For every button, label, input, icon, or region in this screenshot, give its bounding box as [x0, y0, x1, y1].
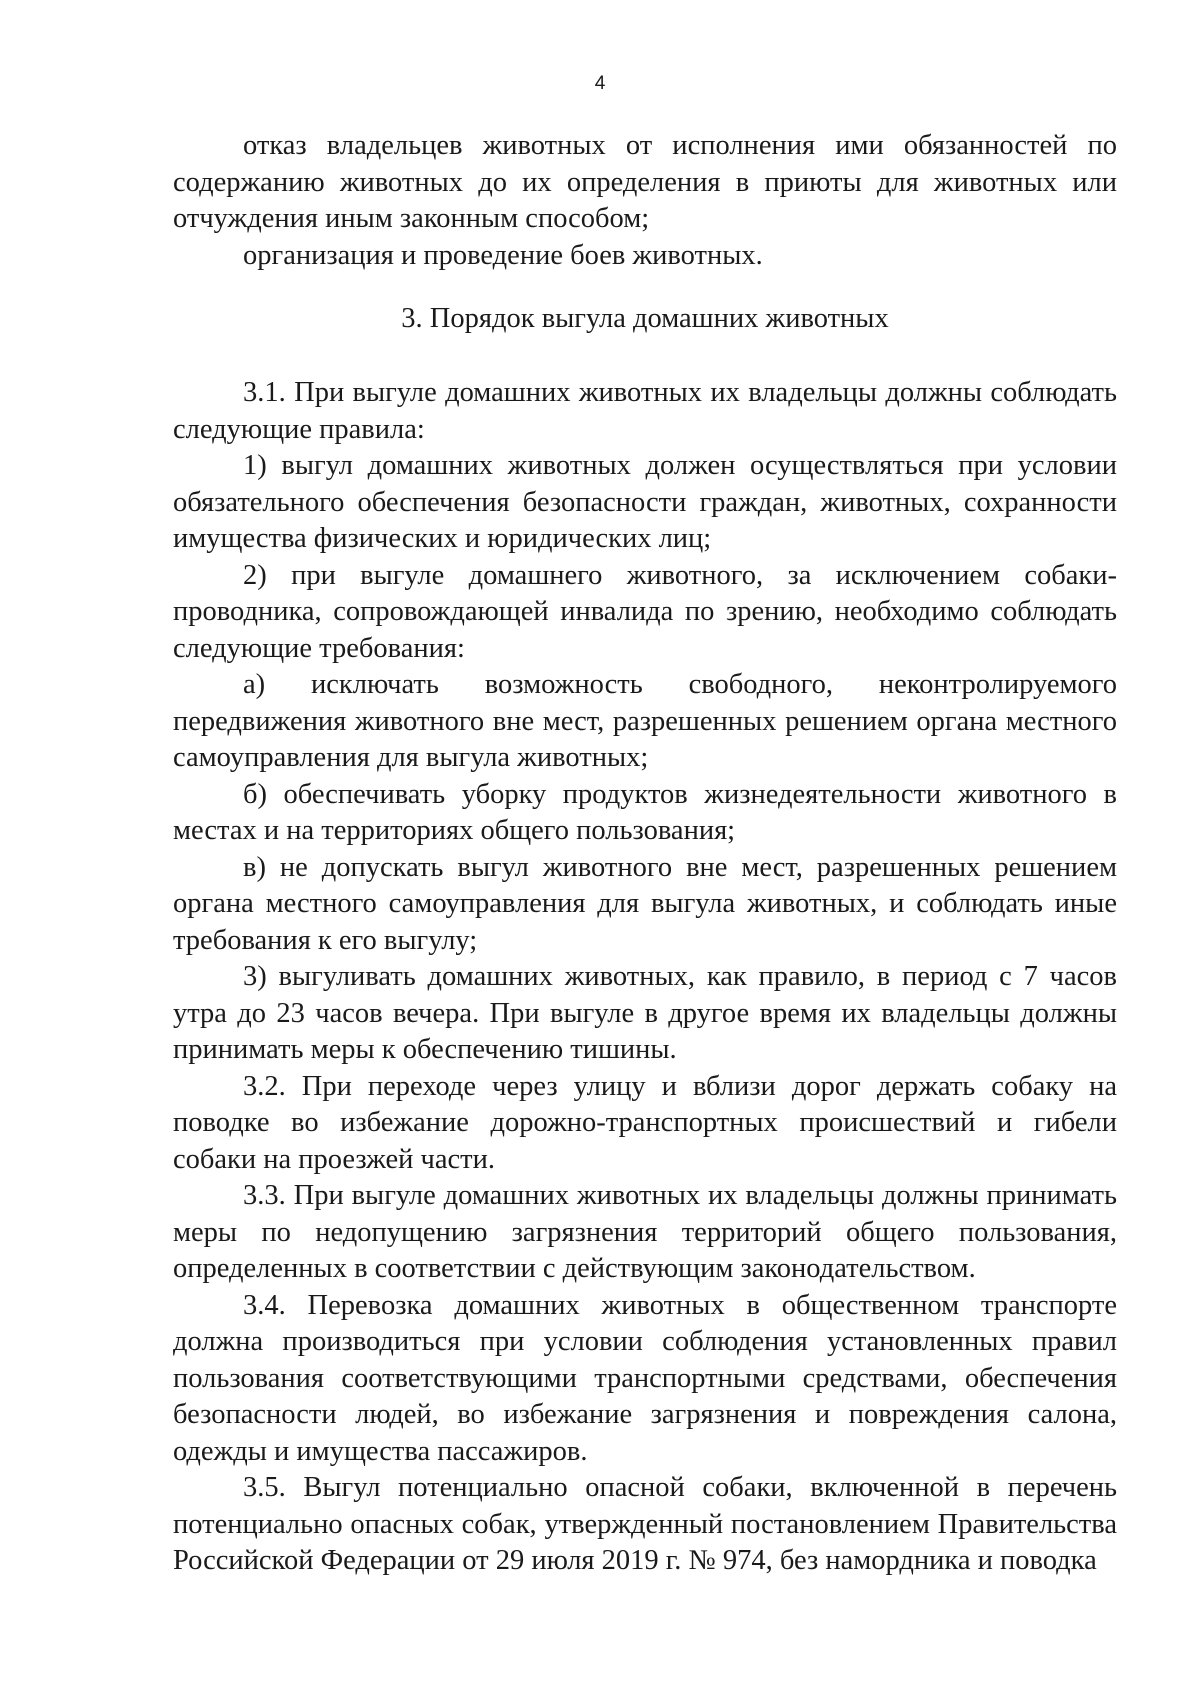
paragraph-rule-2a: а) исключать возможность свободного, неконтролируемого передвижения животного вне мест, разрешенных решением органа местного самоуправления для выгула животных; — [173, 669, 1117, 773]
paragraph-rule-1: 1) выгул домашних животных должен осуществляться при условии обязательного обеспечения безопасности граждан, животных, сохранности имущества физических и юридических лиц; — [173, 450, 1117, 554]
paragraph-3-5: 3.5. Выгул потенциально опасной собаки, включенной в перечень потенциально опасных собак, утвержденный постановлением Правительства Российской Федерации от 29 июля 2019 г. № 974, без намордника и поводка — [173, 1472, 1117, 1576]
paragraph-rule-3: 3) выгуливать домашних животных, как правило, в период с 7 часов утра до 23 часов вечера. При выгуле в другое время их владельцы должны принимать меры к обеспечению тишины. — [173, 961, 1117, 1065]
paragraph-3-1: 3.1. При выгуле домашних животных их владельцы должны соблюдать следующие правила: — [173, 377, 1117, 445]
document-body — [173, 128, 1117, 1580]
paragraph-rule-2v: в) не допускать выгул животного вне мест, разрешенных решением органа местного самоуправления для выгула животных, и соблюдать иные требования к его выгулу; — [173, 851, 1117, 956]
paragraph-3-4: 3.4. Перевозка домашних животных в общественном транспорте должна производиться при условии соблюдения установленных правил пользования соответствующими транспортными средствами, обеспечения безопасности людей, во избежание загрязнения и повреждения салона, одежды и имущества пассажиров. — [173, 1289, 1117, 1467]
paragraph-3-3: 3.3. При выгуле домашних животных их владельцы должны принимать меры по недопущению загрязнения территорий общего пользования, определенных в соответствии с действующим законодательством. — [173, 1180, 1117, 1284]
paragraph-3-2: 3.2. При переходе через улицу и вблизи дорог держать собаку на поводке во избежание дорожно-транспортных происшествий и гибели собаки на проезжей части. — [173, 1070, 1117, 1175]
paragraph-rule-2b: б) обеспечивать уборку продуктов жизнедеятельности животного в местах и на территориях общего пользования; — [173, 778, 1117, 846]
paragraph-owner-refusal: отказ владельцев животных от исполнения ими обязанностей по содержанию животных до их определения в приюты для животных или отчуждения иным законным способом; — [173, 130, 1117, 234]
section-heading: 3. Порядок выгула домашних животных — [401, 303, 889, 334]
paragraph-rule-2: 2) при выгуле домашнего животного, за исключением собаки-проводника, сопровождающей инвалида по зрению, необходимо соблюдать следующие требования: — [173, 559, 1117, 664]
paragraph-animal-fights: организация и проведение боев животных. — [243, 239, 763, 271]
page-number: 4 — [594, 73, 606, 94]
